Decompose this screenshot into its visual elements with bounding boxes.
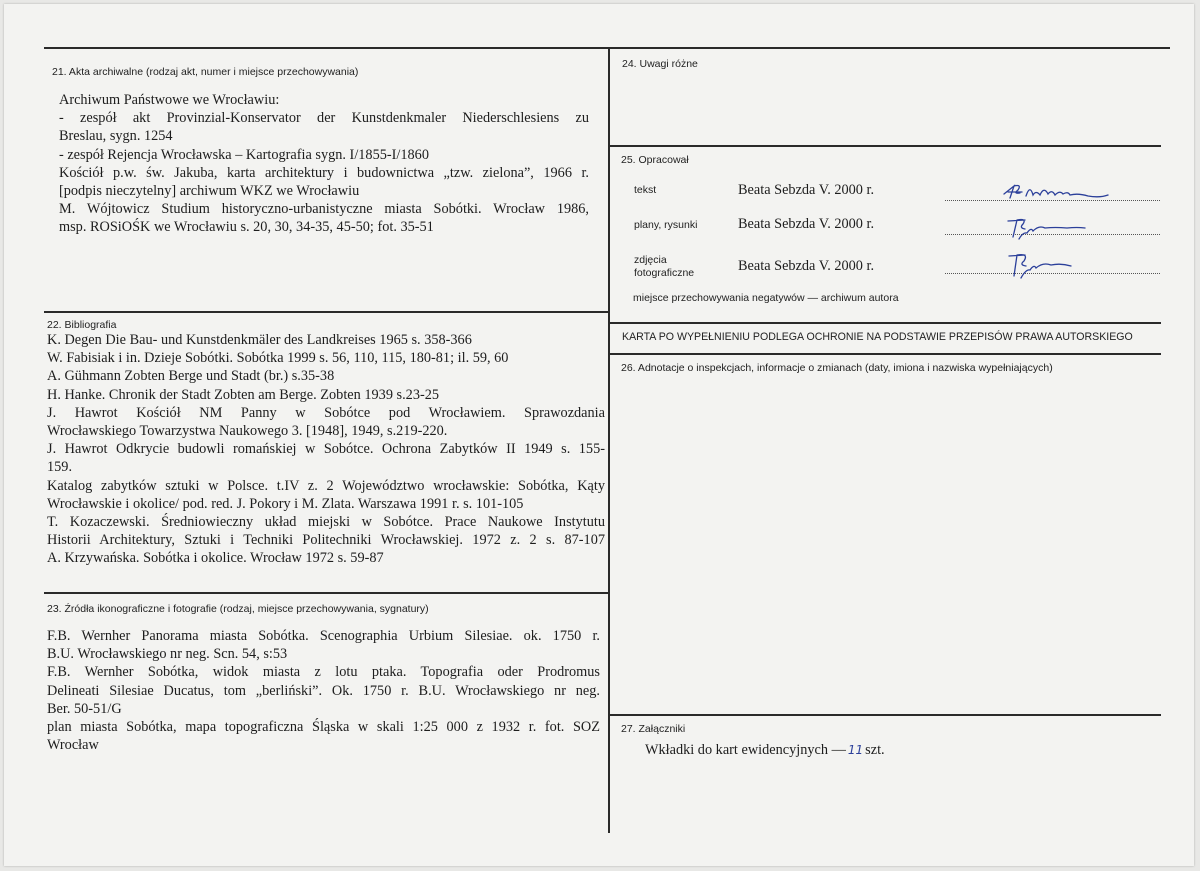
s22-line: A. Krzywańska. Sobótka i okolice. Wrocław 1972 s. 59-87 — [47, 550, 384, 567]
s22-line: Wrocławskiego Towarzystwa Naukowego 3. [1948], 1949, s.219-220. — [47, 423, 448, 440]
s22-line: Katalog zabytków sztuki w Polsce. t.IV z. 2 Województwo wrocławskie: Sobótka, Kąty — [47, 477, 605, 494]
row-zdjecia-value: Beata Sebzda V. 2000 r. — [738, 258, 875, 274]
copyright-notice: KARTA PO WYPEŁNIENIU PODLEGA OCHRONIE NA PODSTAWIE PRZEPISÓW PRAWA AUTORSKIEGO — [622, 331, 1133, 343]
signature-image — [1005, 250, 1075, 282]
rule-25-notice — [609, 322, 1161, 324]
top-rule — [44, 47, 1170, 49]
attachments-text: Wkładki do kart ewidencyjnych — — [645, 742, 846, 758]
section-21-text — [59, 91, 589, 237]
s22-line: A. Gühmann Zobten Berge und Stadt (br.) s.35-38 — [47, 368, 335, 385]
rule-22-23 — [44, 592, 609, 594]
s21-line: - zespół Rejencja Wrocławska – Kartografia sygn. I/1855-I/1860 — [59, 146, 429, 163]
row-plany-label: plany, rysunki — [634, 219, 698, 231]
s23-line: F.B. Wernher Sobótka, widok miasta z lotu ptaka. Topografia oder Prodromus — [47, 664, 600, 681]
s22-line: 159. — [47, 459, 73, 476]
s23-line: Ber. 50-51/G — [47, 700, 122, 717]
s21-line: Breslau, sygn. 1254 — [59, 128, 173, 145]
signature-image — [1005, 215, 1090, 243]
section-27-label: 27. Załączniki — [621, 723, 686, 735]
row-zdjecia-label — [634, 254, 694, 280]
row-zdjecia-label-line2: fotograficzne — [634, 267, 695, 279]
section-22-label: 22. Bibliografia — [47, 319, 117, 331]
rule-notice-26 — [609, 353, 1161, 355]
rule-21-22 — [44, 311, 609, 313]
row-zdjecia-label-line1: zdjęcia — [634, 254, 667, 266]
section-26-label: 26. Adnotacje o inspekcjach, informacje o zmianach (daty, imiona i nazwiska wypełniających) — [621, 362, 1053, 374]
section-21-label: 21. Akta archiwalne (rodzaj akt, numer i miejsce przechowywania) — [52, 66, 359, 78]
s23-line: Delineati Silesiae Ducatus, tom „berliński”. Ok. 1750 r. B.U. Wrocławskiego nr neg. — [47, 682, 600, 699]
s22-line: Historii Architektury, Sztuki i Techniki Politechniki Wrocławskiej. 1972 z. 2 s. 87-107 — [47, 532, 605, 549]
s21-line: Kościół p.w. św. Jakuba, karta architektury i budownictwa „tzw. zielona”, 1966 r. — [59, 164, 589, 181]
s21-line: [podpis nieczytelny] archiwum WKZ we Wrocławiu — [59, 183, 360, 200]
s22-line: K. Degen Die Bau- und Kunstdenkmäler des Landkreises 1965 s. 358-366 — [47, 332, 472, 348]
section-25-label: 25. Opracował — [621, 154, 689, 166]
s21-line: M. Wójtowicz Studium historyczno-urbanistyczne miasta Sobótki. Wrocław 1986, — [59, 201, 589, 218]
row-tekst-label: tekst — [634, 184, 657, 196]
s22-line: T. Kozaczewski. Średniowieczny układ miejski w Sobótce. Prace Naukowe Instytutu — [47, 514, 605, 531]
row-tekst-value: Beata Sebzda V. 2000 r. — [738, 182, 875, 198]
attachments-unit: szt. — [865, 742, 885, 758]
rule-26-27 — [609, 714, 1161, 716]
s22-line: W. Fabisiak i in. Dzieje Sobótki. Sobótka 1999 s. 56, 110, 115, 180-81; il. 59, 60 — [47, 350, 509, 367]
attachments-line — [645, 742, 885, 759]
section-24-label: 24. Uwagi różne — [622, 58, 698, 70]
s22-line: H. Hanke. Chronik der Stadt Zobten am Berge. Zobten 1939 s.23-25 — [47, 386, 440, 403]
rule-24-25 — [609, 145, 1161, 147]
handwritten-count: 11 — [847, 743, 864, 757]
s23-line: B.U. Wrocławskiego nr neg. Scn. 54, s:53 — [47, 646, 288, 663]
signature-image — [1000, 180, 1115, 204]
s21-line: - zespół akt Provinzial-Konservator der Kunstdenkmaler Niederschlesiens zu — [59, 110, 589, 127]
s22-line: J. Hawrot Kościół NM Panny w Sobótce pod Wrocławiem. Sprawozdania — [47, 404, 605, 421]
section-23-text — [47, 627, 600, 754]
row-plany-value: Beata Sebzda V. 2000 r. — [738, 216, 875, 232]
s21-line: Archiwum Państwowe we Wrocławiu: — [59, 92, 280, 108]
s23-line: Wrocław — [47, 737, 99, 754]
section-23-label: 23. Źródła ikonograficzne i fotografie (rodzaj, miejsce przechowywania, sygnatury) — [47, 603, 429, 615]
negatives-location: miejsce przechowywania negatywów — archiwum autora — [633, 292, 899, 304]
s23-line: plan miasta Sobótka, mapa topograficzna Śląska w skali 1:25 000 z 1932 r. fot. SOZ — [47, 719, 600, 736]
s23-line: F.B. Wernher Panorama miasta Sobótka. Scenographia Urbium Silesiae. ok. 1750 r. — [47, 628, 600, 644]
section-22-text — [47, 331, 605, 568]
s22-line: J. Hawrot Odkrycie budowli romańskiej w Sobótce. Ochrona Zabytków II 1949 s. 155- — [47, 441, 605, 458]
s21-line: msp. ROSiOŚK we Wrocławiu s. 20, 30, 34-35, 45-50; fot. 35-51 — [59, 219, 434, 236]
s22-line: Wrocławskie i okolice/ pod. red. J. Pokory i M. Zlata. Warszawa 1991 r. s. 101-105 — [47, 495, 524, 512]
